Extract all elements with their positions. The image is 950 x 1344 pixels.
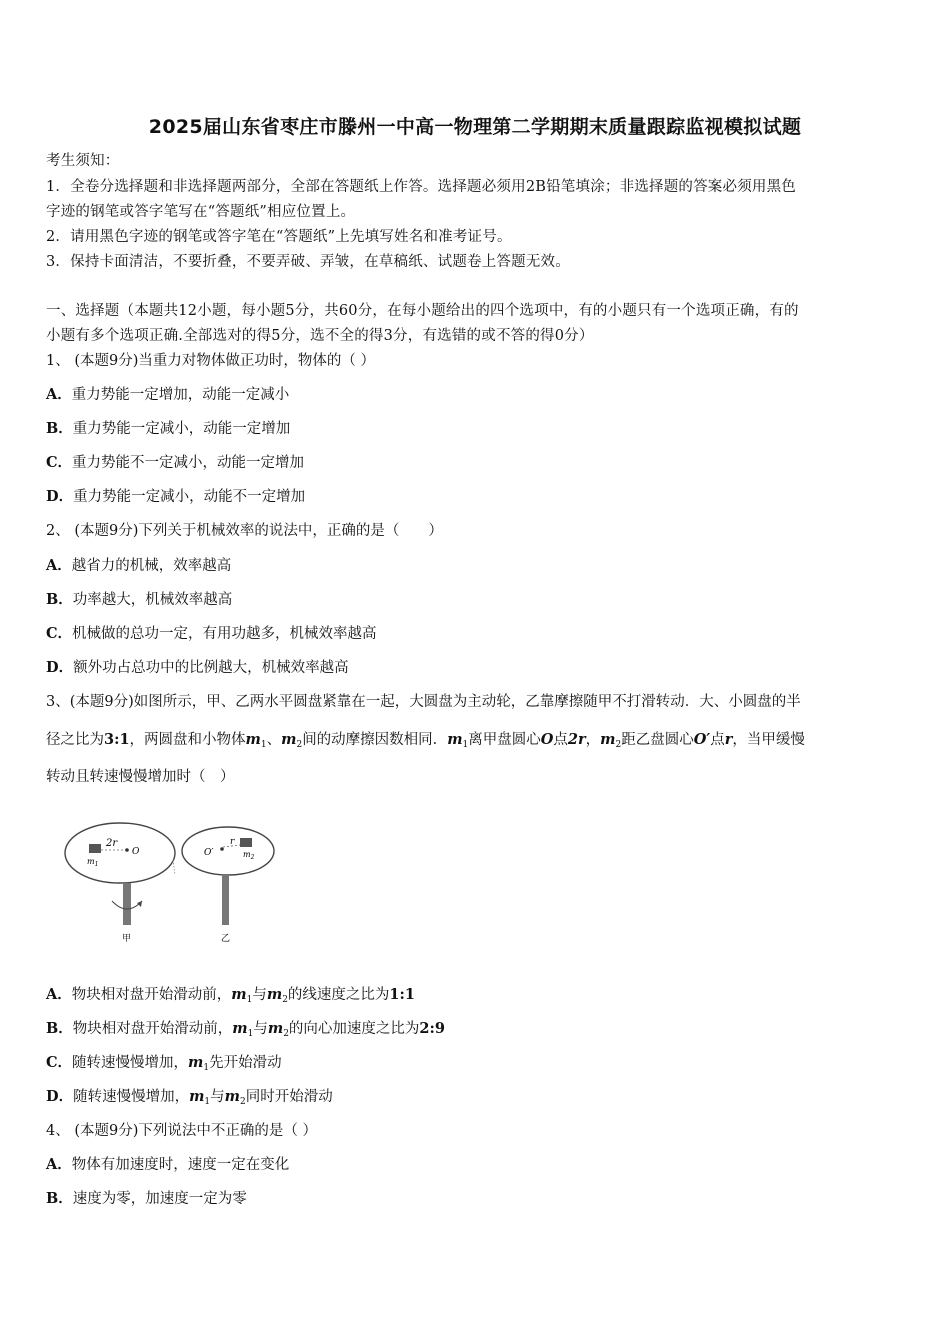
ratio: 2:9 <box>419 1020 445 1037</box>
option-letter: A． <box>46 557 72 574</box>
question-3-stem <box>46 731 906 754</box>
question-2-stem: 2、 (本题9分)下列关于机械效率的说法中，正确的是（ ） <box>46 523 443 539</box>
option-letter: B． <box>46 591 73 608</box>
mass-symbol: m <box>600 731 616 748</box>
option-text: 机械做的总功一定，有用功越多，机械效率越高 <box>72 626 377 642</box>
option-letter: C． <box>46 625 73 642</box>
mass-symbol: m <box>188 1054 204 1071</box>
mass-symbol: m <box>267 1020 284 1037</box>
question-4-option-b <box>46 1190 906 1208</box>
ratio: 3:1 <box>104 731 130 748</box>
question-1-option-c <box>46 454 906 472</box>
contact-mark <box>173 860 175 875</box>
label-o-prime: O′ <box>204 848 214 858</box>
text: ，两圆盘和小物体 <box>129 732 246 748</box>
subscript: 1 <box>462 740 469 750</box>
option-text: 物块相对盘开始滑动前， <box>71 987 232 1003</box>
option-text: 的线速度之比为 <box>287 987 390 1003</box>
option-letter: B． <box>46 1020 73 1037</box>
option-text: 随转速慢慢增加， <box>73 1089 190 1105</box>
mass-symbol: m <box>266 986 283 1003</box>
option-text: 重力势能一定减小，动能一定增加 <box>72 421 291 437</box>
option-text: 随转速慢慢增加， <box>72 1055 189 1071</box>
distance-symbol: r <box>724 731 733 748</box>
mass-symbol: m <box>232 1020 248 1037</box>
text: 点 <box>553 732 568 748</box>
mass-symbol: m <box>447 731 463 748</box>
label-m1-sub: 1 <box>94 861 99 868</box>
notice-item: 字迹的钢笔或答字笔写在“答题纸”相应位置上。 <box>46 204 356 220</box>
option-letter: D． <box>46 1088 74 1105</box>
label-m1 <box>87 857 98 868</box>
notice-item: 3．保持卡面清洁，不要折叠，不要弄破、弄皱，在草稿纸、试题卷上答题无效。 <box>46 254 570 270</box>
option-text: 物体有加速度时，速度一定在变化 <box>71 1157 290 1173</box>
shaft-yi <box>222 875 229 925</box>
rotation-arrow-head <box>137 901 142 907</box>
option-text: 与 <box>253 1021 268 1037</box>
question-3-option-d <box>46 1088 906 1111</box>
question-3-option-a <box>46 986 906 1009</box>
center-symbol: O <box>540 731 554 748</box>
question-2-option-b <box>46 591 906 609</box>
text: ， <box>585 732 601 748</box>
subscript: 2 <box>282 995 288 1005</box>
text: 、 <box>266 732 282 748</box>
option-letter: C． <box>46 1054 73 1071</box>
subscript: 1 <box>204 1097 211 1107</box>
text: 离甲盘圆心 <box>468 732 541 748</box>
section-intro: 一、选择题（本题共12小题，每小题5分，共60分，在每小题给出的四个选项中，有的小题只有一个选项正确，有的 <box>46 303 799 319</box>
label-2r: 2r <box>106 838 118 849</box>
question-4-stem: 4、 (本题9分)下列说法中不正确的是（ ） <box>46 1123 317 1139</box>
notice-heading: 考生须知： <box>46 153 120 169</box>
option-letter: D． <box>46 488 74 505</box>
label-m2-sub: 2 <box>250 854 255 861</box>
option-text: 与 <box>252 987 267 1003</box>
question-3-stem: 3、(本题9分)如图所示，甲、乙两水平圆盘紧靠在一起，大圆盘为主动轮，乙靠摩擦随甲不打滑转动．大、小圆盘的半 <box>46 694 801 710</box>
subscript: 1 <box>247 1029 254 1039</box>
option-letter: A． <box>46 986 72 1003</box>
page-title: 2025届山东省枣庄市滕州一中高一物理第二学期期末质量跟踪监视模拟试题 <box>148 116 802 138</box>
question-3-option-b <box>46 1020 906 1043</box>
text: 径之比为 <box>46 732 104 748</box>
shaft-jia <box>123 883 131 925</box>
option-text: 额外功占总功中的比例越大，机械效率越高 <box>73 660 349 676</box>
disc-jia <box>65 823 175 883</box>
question-1-option-d <box>46 488 906 506</box>
caption-yi: 乙 <box>221 934 231 944</box>
option-text: 与 <box>210 1089 225 1105</box>
disc-figure <box>60 815 290 945</box>
subscript: 1 <box>203 1063 210 1073</box>
ratio: 1:1 <box>389 986 415 1003</box>
option-letter: A． <box>46 386 72 403</box>
disc-yi <box>182 827 274 875</box>
option-text: 速度为零，加速度一定为零 <box>72 1191 247 1207</box>
option-text: 物块相对盘开始滑动前， <box>72 1021 233 1037</box>
question-2-option-c <box>46 625 906 643</box>
question-1-option-a <box>46 386 906 404</box>
mass-symbol: m <box>189 1088 205 1105</box>
option-text: 越省力的机械，效率越高 <box>71 558 232 574</box>
option-text: 功率越大，机械效率越高 <box>72 592 233 608</box>
notice-item: 1．全卷分选择题和非选择题两部分，全部在答题纸上作答。选择题必须用2B铅笔填涂；非选择题的答案必须用黑色 <box>46 179 797 195</box>
caption-jia: 甲 <box>122 934 132 944</box>
question-1-stem: 1、 (本题9分)当重力对物体做正功时，物体的（ ） <box>46 353 375 369</box>
label-r: r <box>230 837 235 847</box>
mass-symbol: m <box>231 986 247 1003</box>
subscript: 2 <box>296 740 303 750</box>
question-3-option-c <box>46 1054 906 1077</box>
option-text: 重力势能不一定减小，动能一定增加 <box>72 455 305 471</box>
mass-symbol: m <box>224 1088 240 1105</box>
center-symbol: O′ <box>693 731 711 748</box>
text: ，当甲缓慢 <box>732 732 805 748</box>
label-o: O <box>132 847 140 857</box>
option-text: 的向心加速度之比为 <box>288 1021 420 1037</box>
notice-item: 2．请用黑色字迹的钢笔或答字笔在“答题纸”上先填写姓名和准考证号。 <box>46 229 512 245</box>
subscript: 2 <box>615 740 622 750</box>
option-letter: B． <box>46 1190 73 1207</box>
text: 距乙盘圆心 <box>621 732 694 748</box>
question-1-option-b <box>46 420 906 438</box>
question-3-stem: 转动且转速慢慢增加时（ ） <box>46 769 235 785</box>
subscript: 1 <box>246 995 253 1005</box>
question-2-option-d <box>46 659 906 677</box>
option-letter: D． <box>46 659 74 676</box>
option-text: 重力势能一定增加，动能一定减小 <box>71 387 290 403</box>
section-intro: 小题有多个选项正确.全部选对的得5分，选不全的得3分，有选错的或不答的得0分） <box>46 328 594 344</box>
label-m2 <box>243 850 255 861</box>
distance-symbol: 2r <box>567 731 586 748</box>
question-4-option-a <box>46 1156 906 1174</box>
block-m1 <box>89 844 101 853</box>
mass-symbol: m <box>245 731 261 748</box>
label-m1-m: m <box>87 857 95 866</box>
text: 间的动摩擦因数相同． <box>302 732 448 748</box>
text: 点 <box>710 732 725 748</box>
center-o <box>125 848 129 852</box>
block-m2 <box>240 838 252 847</box>
subscript: 2 <box>283 1029 289 1039</box>
question-2-option-a <box>46 557 906 575</box>
center-o-prime <box>220 847 224 851</box>
mass-symbol: m <box>281 731 297 748</box>
option-text: 重力势能一定减小，动能不一定增加 <box>73 489 306 505</box>
label-m2-m: m <box>243 850 251 859</box>
option-letter: C． <box>46 454 73 471</box>
option-letter: B． <box>46 420 73 437</box>
subscript: 2 <box>240 1097 246 1107</box>
option-text: 先开始滑动 <box>209 1055 282 1071</box>
option-text: 同时开始滑动 <box>245 1089 333 1105</box>
subscript: 1 <box>260 740 267 750</box>
option-letter: A． <box>46 1156 72 1173</box>
